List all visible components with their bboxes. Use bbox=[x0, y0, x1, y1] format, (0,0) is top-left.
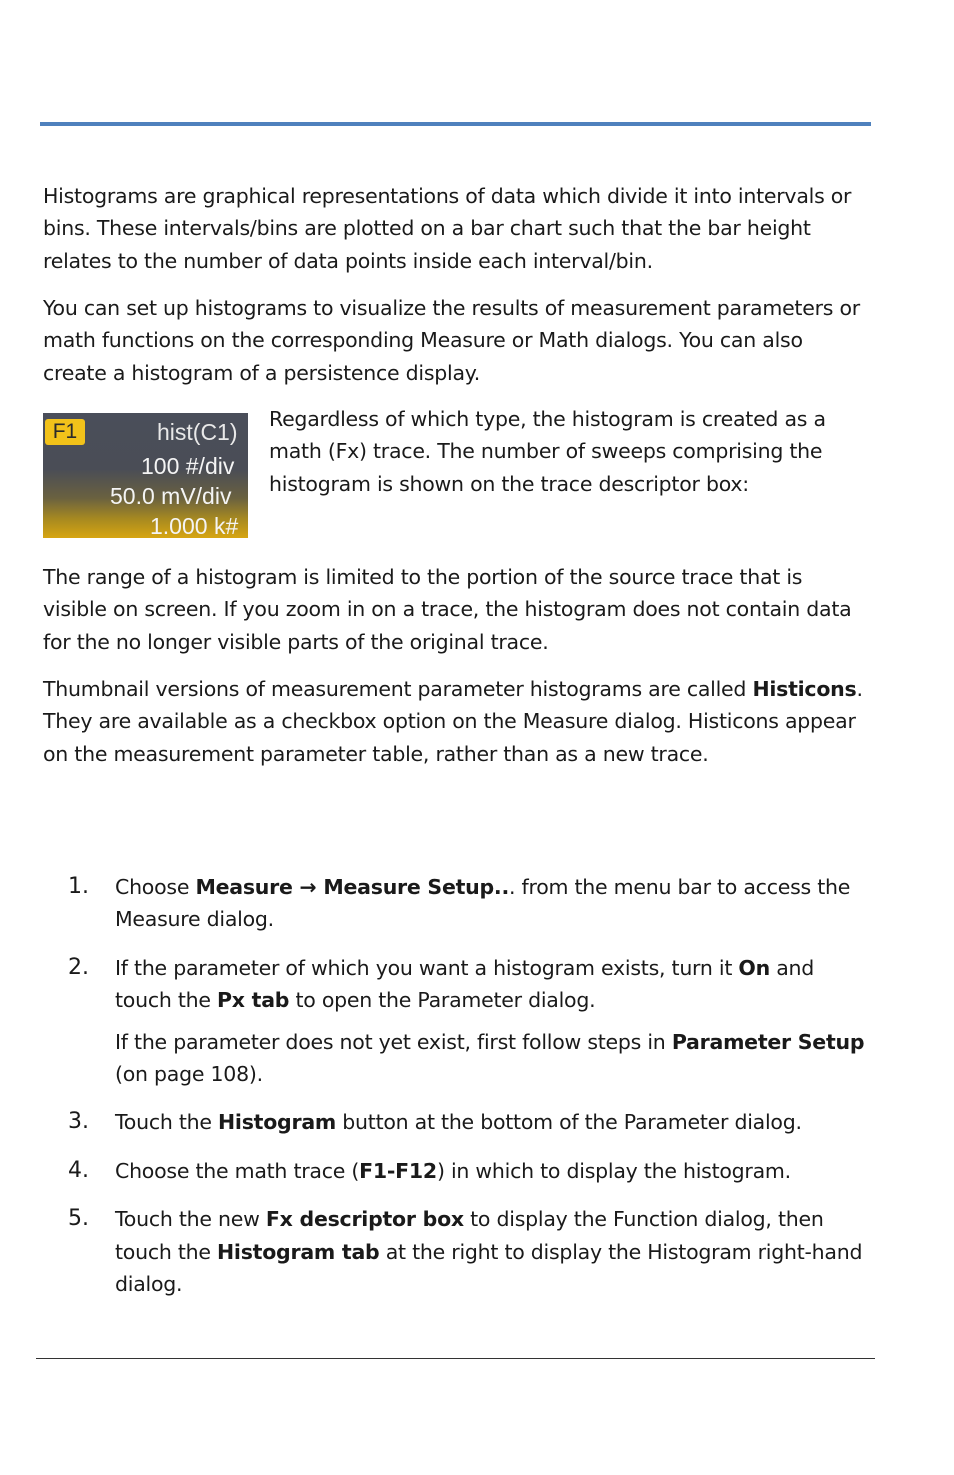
procedure-steps bbox=[0, 871, 954, 1300]
footer-rule bbox=[36, 1358, 875, 1359]
step-2 bbox=[68, 952, 867, 1091]
intro-paragraph-setup: You can set up histograms to visualize the results of measurement parameters or math functions on the corresponding Measure or Math dialogs. You can also create a histogram of a persistence display. bbox=[43, 296, 860, 385]
header-rule bbox=[40, 122, 871, 126]
trace-count-scale: 100 #/div bbox=[141, 453, 235, 479]
step-text: Choose the math trace (F1-F12) in which to display the histogram. bbox=[115, 1158, 791, 1183]
step-3 bbox=[68, 1106, 867, 1138]
step-text: If the parameter of which you want a histogram exists, turn it On and touch the Px tab to open the Parameter dialog. bbox=[115, 955, 815, 1013]
trace-tag: F1 bbox=[45, 419, 85, 445]
step-number: 4. bbox=[68, 1157, 89, 1183]
step-4 bbox=[68, 1155, 867, 1187]
step-number: 2. bbox=[68, 954, 89, 980]
step-number: 3. bbox=[68, 1109, 89, 1135]
step-5 bbox=[68, 1203, 867, 1300]
step-text: Choose Measure → Measure Setup... from the menu bar to access the Measure dialog. bbox=[115, 875, 851, 932]
range-paragraph: The range of a histogram is limited to the portion of the source trace that is visible on screen. If you zoom in on a trace, the histogram does not contain data for the no longer visible parts of the original trace. bbox=[43, 565, 852, 654]
step-number: 5. bbox=[68, 1206, 89, 1232]
intro-paragraph-histograms: Histograms are graphical representations of data which divide it into intervals or bins. These intervals/bins are plotted on a bar chart such that the bar height relates to the number of data points inside each interval/bin. bbox=[43, 184, 852, 273]
parameter-setup-link[interactable]: Parameter Setup bbox=[671, 1029, 865, 1054]
step-number: 1. bbox=[68, 874, 89, 899]
trace-sweep-count: 1.000 k# bbox=[150, 513, 239, 538]
trace-volt-scale: 50.0 mV/div bbox=[110, 483, 232, 509]
trace-function: hist(C1) bbox=[157, 419, 238, 445]
descriptor-paragraph: Regardless of which type, the histogram is created as a math (Fx) trace. The number of sweeps comprising the histogram is shown on the trace descriptor box: bbox=[269, 407, 826, 496]
step-note: If the parameter does not yet exist, first follow steps in Parameter Setup (on page 108). bbox=[115, 1029, 865, 1087]
step-text: Touch the Histogram button at the bottom of the Parameter dialog. bbox=[115, 1110, 802, 1135]
step-1 bbox=[68, 871, 867, 936]
histicons-paragraph: Thumbnail versions of measurement parameter histograms are called Histicons. They are available as a checkbox option on the Measure dialog. Histicons appear on the measurement parameter table, rather than as a new trace. bbox=[43, 677, 863, 766]
step-text: Touch the new Fx descriptor box to display the Function dialog, then touch the Histogram tab at the right to display the Histogram right-hand dialog. bbox=[115, 1207, 863, 1297]
histicons-term: Histicons bbox=[752, 677, 857, 701]
trace-descriptor-image bbox=[43, 413, 248, 538]
